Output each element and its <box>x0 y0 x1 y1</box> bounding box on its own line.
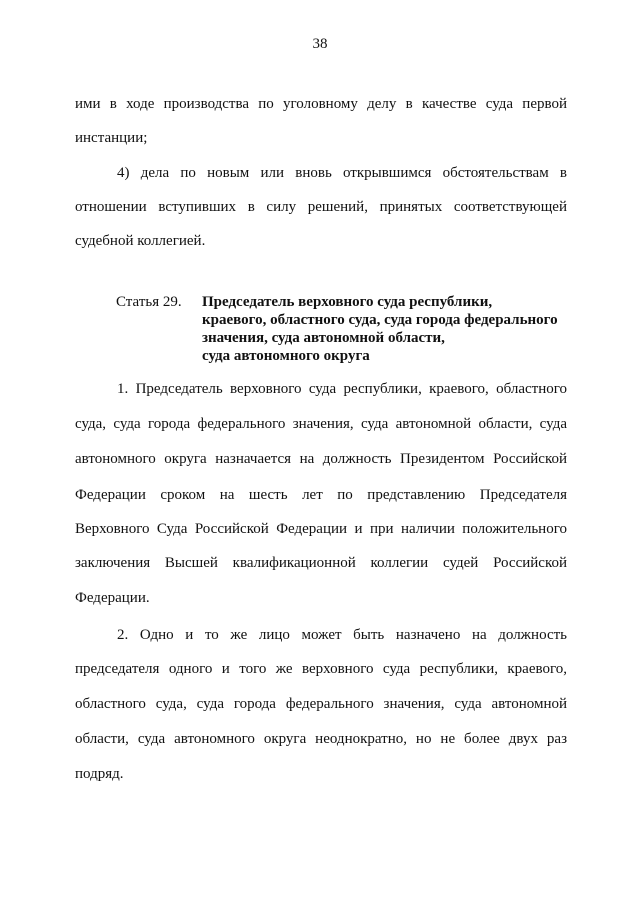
text-line: Федерации сроком на шесть лет по представлению Председателя <box>75 487 567 503</box>
text-line: ими в ходе производства по уголовному делу в качестве суда первой <box>75 96 567 112</box>
text-line: отношении вступивших в силу решений, принятых соответствующей <box>75 199 567 215</box>
article-heading-line: значения, суда автономной области, <box>202 330 445 346</box>
text-line: заключения Высшей квалификационной коллегии судей Российской <box>75 555 567 571</box>
text-line: Верховного Суда Российской Федерации и при наличии положительного <box>75 521 567 537</box>
text-line: подряд. <box>75 766 124 782</box>
text-line: судебной коллегией. <box>75 233 206 249</box>
text-line: автономного округа назначается на должность Президентом Российской <box>75 451 567 467</box>
article-heading-line: краевого, областного суда, суда города федерального <box>202 312 558 328</box>
text-line: 2. Одно и то же лицо может быть назначено на должность <box>117 627 567 643</box>
text-line: 4) дела по новым или вновь открывшимся обстоятельствам в <box>117 165 567 181</box>
text-line: 1. Председатель верховного суда республики, краевого, областного <box>117 381 567 397</box>
text-line: инстанции; <box>75 130 148 146</box>
page-number: 38 <box>312 36 328 52</box>
article-heading-line: Председатель верховного суда республики, <box>202 294 493 310</box>
article-label: Статья 29. <box>116 294 182 310</box>
text-line: Федерации. <box>75 590 150 606</box>
article-heading-line: суда автономного округа <box>202 348 370 364</box>
text-line: области, суда автономного округа неоднократно, но не более двух раз <box>75 731 567 747</box>
text-line: председателя одного и того же верховного суда республики, краевого, <box>75 661 567 677</box>
text-line: суда, суда города федерального значения, суда автономной области, суда <box>75 416 567 432</box>
text-line: областного суда, суда города федерального значения, суда автономной <box>75 696 567 712</box>
